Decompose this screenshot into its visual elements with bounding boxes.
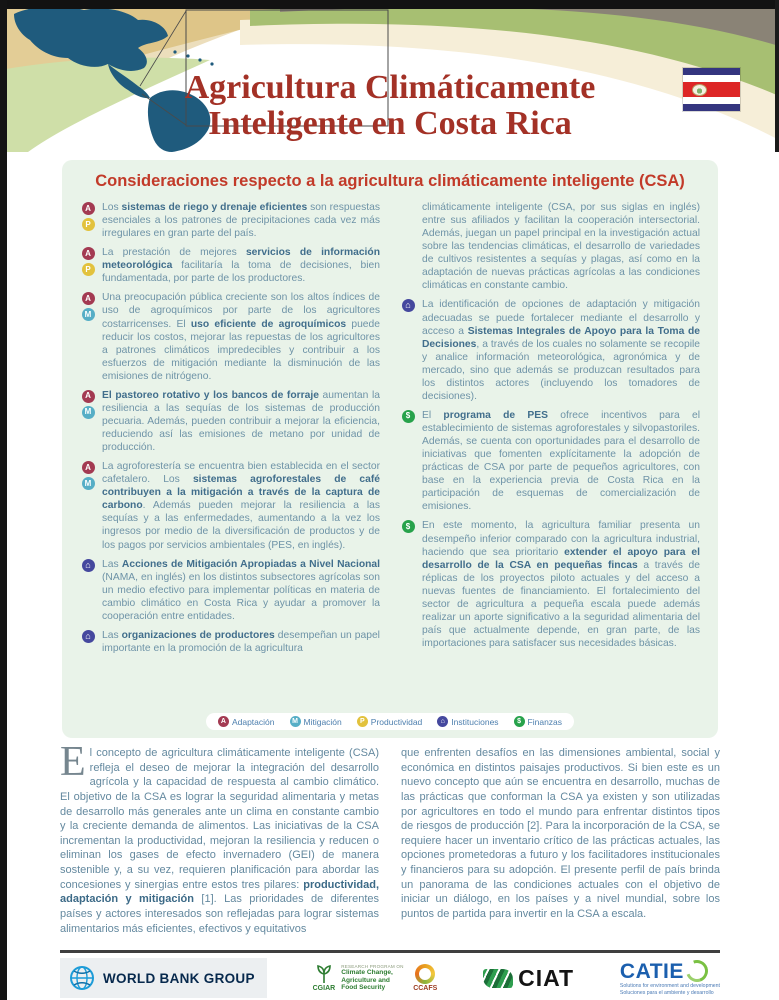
- adaptation-icon: A: [82, 247, 95, 260]
- world-bank-logo: [60, 958, 267, 998]
- ciat-emblem-icon: [483, 969, 513, 988]
- cgiar-emblem-icon: [314, 964, 334, 984]
- productivity-icon: P: [82, 218, 95, 231]
- consideration-text: Las Acciones de Mitigación Apropiadas a Nivel Nacional (NAMA, en inglés) en los distintos subsectores agrícolas son un medio efectivo para implementar políticas en materia de cambio climático en Costa Rica y ayudar a promover la cooperación entre entidades.: [102, 558, 380, 622]
- consideration-item: [400, 519, 700, 650]
- bullet-icons: [400, 519, 416, 650]
- bullet-icons: [80, 201, 96, 240]
- consideration-item: [80, 460, 380, 551]
- adaptation-icon: A: [82, 202, 95, 215]
- world-bank-globe-icon: [68, 964, 96, 992]
- flag-stripe-red: [683, 82, 740, 97]
- cgiar-label: CGIAR: [312, 985, 336, 992]
- legend-label: Finanzas: [527, 716, 563, 727]
- mitigation-icon: M: [82, 477, 95, 490]
- finance-icon: $: [402, 410, 415, 423]
- considerations-columns: [80, 201, 700, 661]
- bullet-icons: [80, 389, 96, 454]
- bullet-icons: [80, 558, 96, 623]
- intro-left-paragraph: [60, 746, 379, 948]
- drop-cap: E: [60, 746, 86, 785]
- intro-left-text: l concepto de agricultura climáticamente inteligente (CSA) refleja el deseo de mejorar la integración del desarrollo agrícola y la capacidad de respuesta al cambio climático. El objetivo de la CSA es lograr la seguridad alimentaria y metas de desarrollo más generales ante un clima en constante cambio y la creciente demanda de alimentos. Las iniciativas de la CSA incrementan la productividad, mejoran la resiliencia y reducen o eliminan los gases de efecto invernadero (GEI) de manera sostenible y, a su vez, requieren planificación para abordar las concesiones y sinergias entre estos tres pilares: productividad, adaptación y mitigación [1]. Las prioridades de diferentes países y actores interesados son reflejadas para lograr sistemas alimentarios más eficientes, efectivos y equitativos: [60, 747, 379, 935]
- flag-stripe-white: [683, 75, 740, 82]
- legend-label: Productividad: [370, 716, 423, 727]
- catie-tagline-es: Soluciones para el ambiente y desarrollo: [619, 989, 714, 996]
- page-title-line2: Inteligente en Costa Rica: [208, 105, 572, 142]
- intro-right-paragraph: [401, 746, 720, 948]
- scan-border-right: [775, 0, 779, 152]
- legend-item: [514, 716, 563, 727]
- cgiar-emblem-column: [313, 964, 336, 992]
- considerations-left-column: [80, 201, 380, 661]
- world-bank-label: WORLD BANK GROUP: [103, 970, 255, 986]
- ciat-label: CIAT: [518, 964, 575, 991]
- intro-section: [60, 746, 720, 948]
- consideration-item: [80, 558, 380, 623]
- consideration-text: La prestación de mejores servicios de información meteorológica facilitaría la toma de decisiones, bien fundamentada, por parte de los productores.: [102, 247, 380, 285]
- adaptation-icon: A: [82, 292, 95, 305]
- catie-swoosh-icon: [682, 957, 711, 986]
- page-title: [110, 70, 670, 142]
- mitigation-icon: M: [82, 406, 95, 419]
- legend-item: [290, 716, 342, 727]
- legend-item: [437, 716, 498, 727]
- considerations-title: Consideraciones respecto a la agricultura climáticamente inteligente (CSA): [95, 172, 685, 190]
- consideration-text: Una preocupación pública creciente son los altos índices de uso de agroquímicos por parte de los agricultores costarricenses. El uso eficiente de agroquímicos puede reducir los costos, mejorar las repuestas de los agricultores a patrones climáticos impredecibles y contribuir a los esfuerzos de mitigación mediante la disminución de las emisiones de nitrógeno.: [102, 292, 380, 382]
- finance-icon: $: [402, 520, 415, 533]
- ccafs-label: CCAFS: [413, 985, 438, 992]
- partner-logos: [60, 958, 720, 998]
- bullet-icons: [80, 460, 96, 551]
- consideration-text: climáticamente inteligente (CSA, por sus siglas en inglés) entre sus afiliados y facilitan la cooperación intersectorial. Además, juegan un papel principal en la investigación actual sobre las tendencias climáticas, el desarrollo de variedades de cultivos resistentes a sequías y plagas, así como en la adaptación de nuevas prácticas agrícolas a las condiciones climáticas en constante cambio.: [422, 202, 700, 292]
- ciat-logo: [483, 965, 574, 992]
- institutions-icon: ⌂: [402, 299, 415, 312]
- flag-stripe-blue: [683, 68, 740, 75]
- productivity-icon: P: [357, 716, 368, 727]
- adaptation-icon: A: [82, 461, 95, 474]
- institutions-icon: ⌂: [437, 716, 448, 727]
- adaptation-icon: A: [218, 716, 229, 727]
- ccafs-emblem-column: [413, 964, 437, 992]
- consideration-text: La agroforestería se encuentra bien establecida en el sector cafetalero. Los sistemas agroforestales de café contribuyen a la mitigación a través de la captura de carbono. Además pueden mejorar la resiliencia a las sequías y a las enfermedades, aumentando a la vez los ingresos por medio de la diversificación de productos y de los pagos por servicios ambientales (PES, en inglés).: [102, 461, 381, 551]
- intro-right-text: que enfrenten desafíos en las dimensiones ambiental, social y económica en distintos paisajes productivos. Si bien este es un nuevo concepto que aún se encuentra en desarrollo, muchas de las prácticas que conforman la CSA ya existen y son utilizadas por agricultores en todo el mundo para enfrentar distintos tipos de riesgos de producción [2]. Para la incorporación de la CSA, se requiere hacer un inventario crítico de las prácticas actuales, las opciones prometedoras a futuro y los facilitadores institucionales y financieros para su adopción. El presente perfil de país brinda un panorama de las condiciones actuales con el objetivo de iniciar un diálogo, en los países y a nivel mundial, sobre los puntos de partida para invertir en la CSA a escala.: [401, 747, 720, 920]
- productivity-icon: P: [82, 263, 95, 276]
- bullet-icons: [400, 298, 416, 403]
- bullet-icons: [80, 291, 96, 382]
- consideration-item: [80, 201, 380, 240]
- ccafs-program-text: [341, 964, 407, 992]
- mitigation-icon: M: [290, 716, 301, 727]
- consideration-text: La identificación de opciones de adaptación y mitigación adecuadas se puede fortalecer mediante el desarrollo y acceso a Sistemas Integrales de Apoyo para la Toma de Decisiones, a través de los cuales no solamente se recopile y analice información meteorológica, agronómica y de mercado, sino que además se produzcan resultados para los distintos actores (incluyendo los tomadores de decisiones).: [422, 299, 700, 402]
- ccafs-emblem-icon: [415, 964, 435, 984]
- costa-rica-flag: [683, 68, 740, 111]
- flag-coat-of-arms: [692, 84, 707, 96]
- consideration-item: [80, 246, 380, 285]
- institutions-icon: ⌂: [82, 559, 95, 572]
- consideration-item: [400, 298, 700, 403]
- bullet-icons: [400, 409, 416, 514]
- catie-label: CATIE: [619, 959, 684, 983]
- consideration-text: Las organizaciones de productores desempeñan un papel importante en la promoción de la agricultura: [102, 629, 380, 654]
- consideration-item: [400, 201, 700, 292]
- consideration-text: En este momento, la agricultura familiar presenta un desempeño inferior comparado con la agricultura industrial, haciendo que sea prioritario extender el apoyo para el desarrollo de la CSA en pequeñas fincas a través de réplicas de los proyectos piloto actuales y del acceso a nuevas fuentes de financiamiento. El fortalecimiento del sector de agricultura a pequeña escala puede además realizar un aporte significativo a la seguridad alimentaria del país que actualmente depende, en gran parte, de las importaciones para satisfacer sus necesidades básicas.: [422, 520, 700, 649]
- consideration-item: [400, 409, 700, 514]
- consideration-item: [80, 291, 380, 382]
- icon-legend-items: [206, 713, 574, 730]
- bullet-icons: [80, 246, 96, 285]
- legend-item: [357, 716, 423, 727]
- flag-stripe-blue: [683, 104, 740, 111]
- institutions-icon: ⌂: [82, 630, 95, 643]
- scan-border-top: [0, 0, 779, 9]
- scan-border-left: [0, 0, 7, 1000]
- legend-label: Instituciones: [451, 716, 499, 727]
- cgiar-ccafs-logo: [313, 964, 438, 992]
- mitigation-icon: M: [82, 308, 95, 321]
- research-program-label: RESEARCH PROGRAM ON: [341, 964, 404, 970]
- consideration-text: El pastoreo rotativo y los bancos de forraje aumentan la resiliencia a las sequías de los sistemas de producción pecuaria. Además, pueden contribuir a mejorar la eficiencia, reduciendo así las emisiones de metano por unidad de producción.: [102, 389, 380, 454]
- footer-divider: [60, 950, 720, 953]
- flag-stripe-white: [683, 97, 740, 104]
- consideration-text: El programa de PES ofrece incentivos para el establecimiento de sistemas agroforestales y silvopastoriles. Además, se cuenta con oportunidades para el desarrollo de iniciativas que fomenten explícitamente la adopción de prácticas de CSA por parte de pequeños agricultores, con base en la experiencia previa de Costa Rica en la participación de esquemas de comercialización de emisiones.: [422, 409, 700, 513]
- adaptation-icon: A: [82, 390, 95, 403]
- catie-tagline-en: Solutions for environment and development: [619, 982, 720, 989]
- catie-logo: [620, 960, 720, 995]
- icon-legend: [62, 713, 718, 730]
- considerations-right-column: [400, 201, 700, 661]
- catie-row: [620, 960, 708, 982]
- consideration-item: [80, 389, 380, 454]
- consideration-item: [80, 629, 380, 655]
- considerations-box: [62, 160, 718, 738]
- legend-item: [218, 716, 275, 727]
- finance-icon: $: [514, 716, 525, 727]
- ccafs-program-label: Climate Change, Agriculture and Food Security: [341, 969, 393, 992]
- page-title-line1: Agricultura Climáticamente: [184, 69, 596, 106]
- consideration-text: Los sistemas de riego y drenaje eficientes son respuestas esenciales a los patrones de precipitaciones cada vez más irregulares en gran parte del país.: [102, 202, 380, 240]
- header: [0, 0, 779, 152]
- legend-label: Adaptación: [231, 716, 275, 727]
- bullet-icons: [80, 629, 96, 655]
- bullet-icons: [400, 201, 416, 292]
- legend-label: Mitigación: [303, 716, 342, 727]
